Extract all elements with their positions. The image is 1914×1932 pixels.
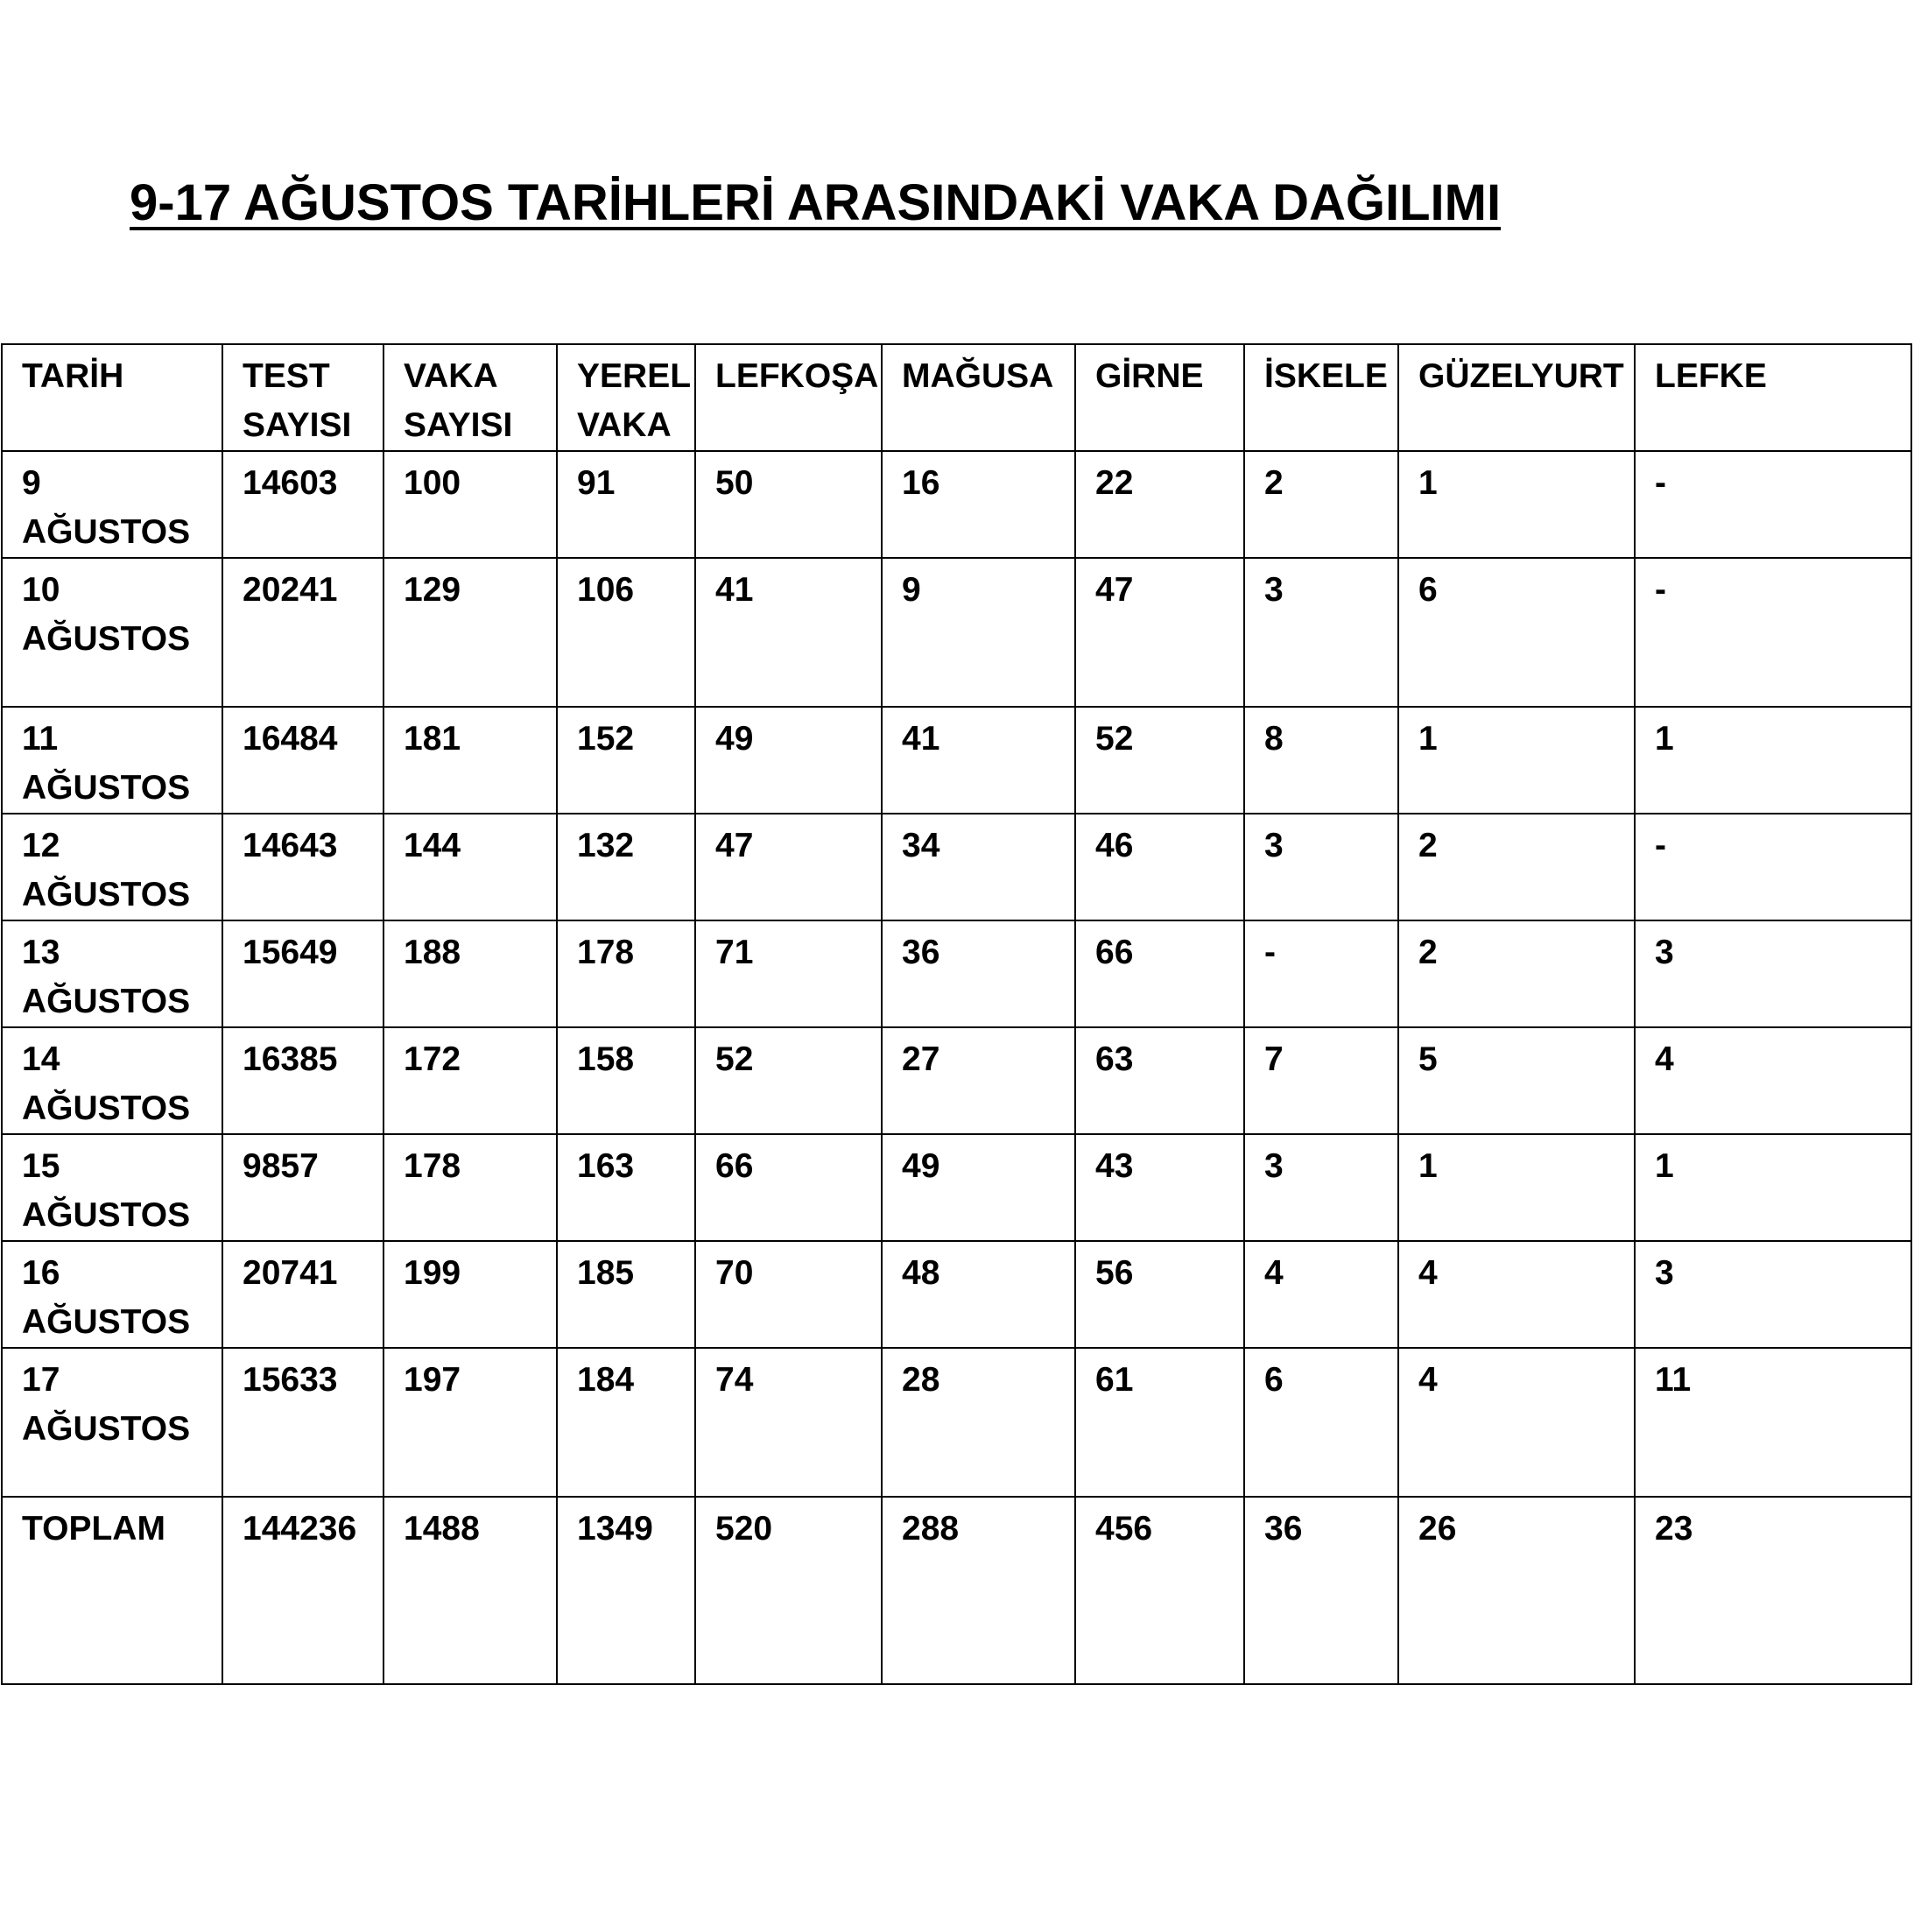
cell-iskele: 2 [1244, 451, 1398, 558]
cell-guzelyurt: 26 [1398, 1497, 1635, 1684]
cell-lefkosa: 66 [695, 1134, 882, 1241]
table-row [2, 707, 1911, 814]
cell-text-line: TARİH [22, 357, 124, 395]
cell-girne: 56 [1075, 1241, 1244, 1348]
cell-girne: 63 [1075, 1027, 1244, 1134]
cell-test-sayisi: 20741 [222, 1241, 384, 1348]
cell-vaka-sayisi: 129 [384, 558, 557, 707]
table-row [2, 814, 1911, 920]
cell-vaka-sayisi: 199 [384, 1241, 557, 1348]
cell-lefke: 1 [1635, 1134, 1911, 1241]
cell-text-line: TEST [243, 357, 330, 395]
cell-yerel-vaka: 132 [557, 814, 695, 920]
cell-text-line: YEREL [577, 357, 692, 395]
column-header-lefkosa [695, 344, 882, 451]
cell-vaka-sayisi: 178 [384, 1134, 557, 1241]
column-header-guzelyurt [1398, 344, 1635, 451]
cell-text-line: LEFKE [1655, 357, 1767, 395]
cell-yerel-vaka: 158 [557, 1027, 695, 1134]
cell-test-sayisi: 16385 [222, 1027, 384, 1134]
cell-test-sayisi: 9857 [222, 1134, 384, 1241]
date-cell [2, 1348, 222, 1497]
cell-vaka-sayisi: 172 [384, 1027, 557, 1134]
cell-text-line: AĞUSTOS [22, 513, 191, 551]
cell-magusa: 49 [882, 1134, 1075, 1241]
cell-text-line: 12 [22, 827, 60, 864]
cell-girne: 22 [1075, 451, 1244, 558]
cell-text-line: AĞUSTOS [22, 1410, 191, 1448]
cell-lefkosa: 71 [695, 920, 882, 1027]
column-header-vaka-sayisi [384, 344, 557, 451]
cell-yerel-vaka: 184 [557, 1348, 695, 1497]
cell-magusa: 9 [882, 558, 1075, 707]
cell-test-sayisi: 16484 [222, 707, 384, 814]
cell-lefke: - [1635, 558, 1911, 707]
cell-text-line: MAĞUSA [902, 357, 1054, 395]
cell-text-line: AĞUSTOS [22, 1303, 191, 1341]
cell-lefke: 1 [1635, 707, 1911, 814]
cell-text-line: VAKA [404, 357, 498, 395]
cell-magusa: 27 [882, 1027, 1075, 1134]
cell-text-line: 16 [22, 1254, 60, 1292]
cell-iskele: 7 [1244, 1027, 1398, 1134]
cell-lefkosa: 49 [695, 707, 882, 814]
cell-iskele: 3 [1244, 1134, 1398, 1241]
cell-text-line: AĞUSTOS [22, 1196, 191, 1234]
date-cell [2, 814, 222, 920]
cell-text-line: SAYISI [404, 406, 513, 444]
cell-yerel-vaka: 185 [557, 1241, 695, 1348]
cell-test-sayisi: 14643 [222, 814, 384, 920]
cell-vaka-sayisi: 188 [384, 920, 557, 1027]
cell-lefke: 3 [1635, 920, 1911, 1027]
cell-iskele: 3 [1244, 814, 1398, 920]
cell-girne: 61 [1075, 1348, 1244, 1497]
cell-magusa: 41 [882, 707, 1075, 814]
table-row [2, 558, 1911, 707]
cell-text-line: 10 [22, 571, 60, 609]
cell-vaka-sayisi: 181 [384, 707, 557, 814]
page-title: 9-17 AĞUSTOS TARİHLERİ ARASINDAKİ VAKA DAĞILIMI [130, 174, 1502, 231]
cell-magusa: 48 [882, 1241, 1075, 1348]
cell-girne: 52 [1075, 707, 1244, 814]
cell-guzelyurt: 1 [1398, 707, 1635, 814]
date-cell [2, 558, 222, 707]
cell-girne: 47 [1075, 558, 1244, 707]
cell-vaka-sayisi: 144 [384, 814, 557, 920]
cell-text-line: GÜZELYURT [1418, 357, 1624, 395]
cell-text-line: 9 [22, 464, 41, 502]
cell-guzelyurt: 4 [1398, 1241, 1635, 1348]
cell-text-line: TOPLAM [22, 1510, 165, 1548]
cell-iskele: 6 [1244, 1348, 1398, 1497]
cell-test-sayisi: 14603 [222, 451, 384, 558]
date-cell [2, 1241, 222, 1348]
cell-text-line: 11 [22, 720, 59, 758]
date-cell [2, 451, 222, 558]
cell-girne: 456 [1075, 1497, 1244, 1684]
cell-vaka-sayisi: 197 [384, 1348, 557, 1497]
cell-lefkosa: 41 [695, 558, 882, 707]
cell-vaka-sayisi: 1488 [384, 1497, 557, 1684]
cell-guzelyurt: 2 [1398, 814, 1635, 920]
date-cell [2, 707, 222, 814]
cell-text-line: AĞUSTOS [22, 876, 191, 913]
cell-yerel-vaka: 1349 [557, 1497, 695, 1684]
cell-lefke: 3 [1635, 1241, 1911, 1348]
cell-test-sayisi: 15649 [222, 920, 384, 1027]
cell-text-line: AĞUSTOS [22, 983, 191, 1020]
cell-text-line: 13 [22, 934, 60, 971]
cell-lefke: - [1635, 451, 1911, 558]
cell-text-line: İSKELE [1264, 357, 1388, 395]
cell-lefke: 23 [1635, 1497, 1911, 1684]
table-row [2, 1241, 1911, 1348]
cell-text-line: 17 [22, 1361, 60, 1399]
cell-yerel-vaka: 178 [557, 920, 695, 1027]
cell-iskele: 36 [1244, 1497, 1398, 1684]
date-cell [2, 1027, 222, 1134]
column-header-magusa [882, 344, 1075, 451]
column-header-lefke [1635, 344, 1911, 451]
cell-girne: 46 [1075, 814, 1244, 920]
cell-iskele: 8 [1244, 707, 1398, 814]
column-header-test-sayisi [222, 344, 384, 451]
table-row [2, 920, 1911, 1027]
cell-magusa: 34 [882, 814, 1075, 920]
cell-lefkosa: 520 [695, 1497, 882, 1684]
cell-text-line: 14 [22, 1040, 60, 1078]
cell-lefke: 11 [1635, 1348, 1911, 1497]
cell-text-line: SAYISI [243, 406, 352, 444]
cell-guzelyurt: 4 [1398, 1348, 1635, 1497]
cell-yerel-vaka: 106 [557, 558, 695, 707]
cell-guzelyurt: 6 [1398, 558, 1635, 707]
cell-lefkosa: 70 [695, 1241, 882, 1348]
cell-girne: 43 [1075, 1134, 1244, 1241]
column-header-girne [1075, 344, 1244, 451]
cell-lefkosa: 52 [695, 1027, 882, 1134]
cell-test-sayisi: 20241 [222, 558, 384, 707]
cell-text-line: LEFKOŞA [715, 357, 879, 395]
cell-text-line: 15 [22, 1147, 60, 1185]
column-header-yerel-vaka [557, 344, 695, 451]
date-cell [2, 1134, 222, 1241]
table-body [2, 344, 1911, 1684]
cell-magusa: 28 [882, 1348, 1075, 1497]
table-row [2, 1027, 1911, 1134]
cell-text-line: AĞUSTOS [22, 620, 191, 658]
date-cell [2, 920, 222, 1027]
cell-text-line: AĞUSTOS [22, 1089, 191, 1127]
cell-yerel-vaka: 152 [557, 707, 695, 814]
cell-lefke: 4 [1635, 1027, 1911, 1134]
header-row [2, 344, 1911, 451]
cell-lefke: - [1635, 814, 1911, 920]
column-header-iskele [1244, 344, 1398, 451]
cell-yerel-vaka: 163 [557, 1134, 695, 1241]
cell-magusa: 36 [882, 920, 1075, 1027]
table-row [2, 451, 1911, 558]
cell-guzelyurt: 2 [1398, 920, 1635, 1027]
cell-lefkosa: 47 [695, 814, 882, 920]
cell-magusa: 16 [882, 451, 1075, 558]
cell-iskele: 3 [1244, 558, 1398, 707]
total-row [2, 1497, 1911, 1684]
cell-test-sayisi: 144236 [222, 1497, 384, 1684]
cell-vaka-sayisi: 100 [384, 451, 557, 558]
cell-iskele: - [1244, 920, 1398, 1027]
table-row [2, 1348, 1911, 1497]
column-header-tarih [2, 344, 222, 451]
cell-girne: 66 [1075, 920, 1244, 1027]
cell-magusa: 288 [882, 1497, 1075, 1684]
cell-lefkosa: 74 [695, 1348, 882, 1497]
cell-guzelyurt: 1 [1398, 1134, 1635, 1241]
case-distribution-table [1, 343, 1912, 1685]
table-row [2, 1134, 1911, 1241]
cell-lefkosa: 50 [695, 451, 882, 558]
date-cell [2, 1497, 222, 1684]
cell-yerel-vaka: 91 [557, 451, 695, 558]
cell-test-sayisi: 15633 [222, 1348, 384, 1497]
cell-text-line: GİRNE [1095, 357, 1204, 395]
cell-text-line: VAKA [577, 406, 672, 444]
cell-iskele: 4 [1244, 1241, 1398, 1348]
cell-guzelyurt: 1 [1398, 451, 1635, 558]
cell-text-line: AĞUSTOS [22, 769, 191, 807]
cell-guzelyurt: 5 [1398, 1027, 1635, 1134]
